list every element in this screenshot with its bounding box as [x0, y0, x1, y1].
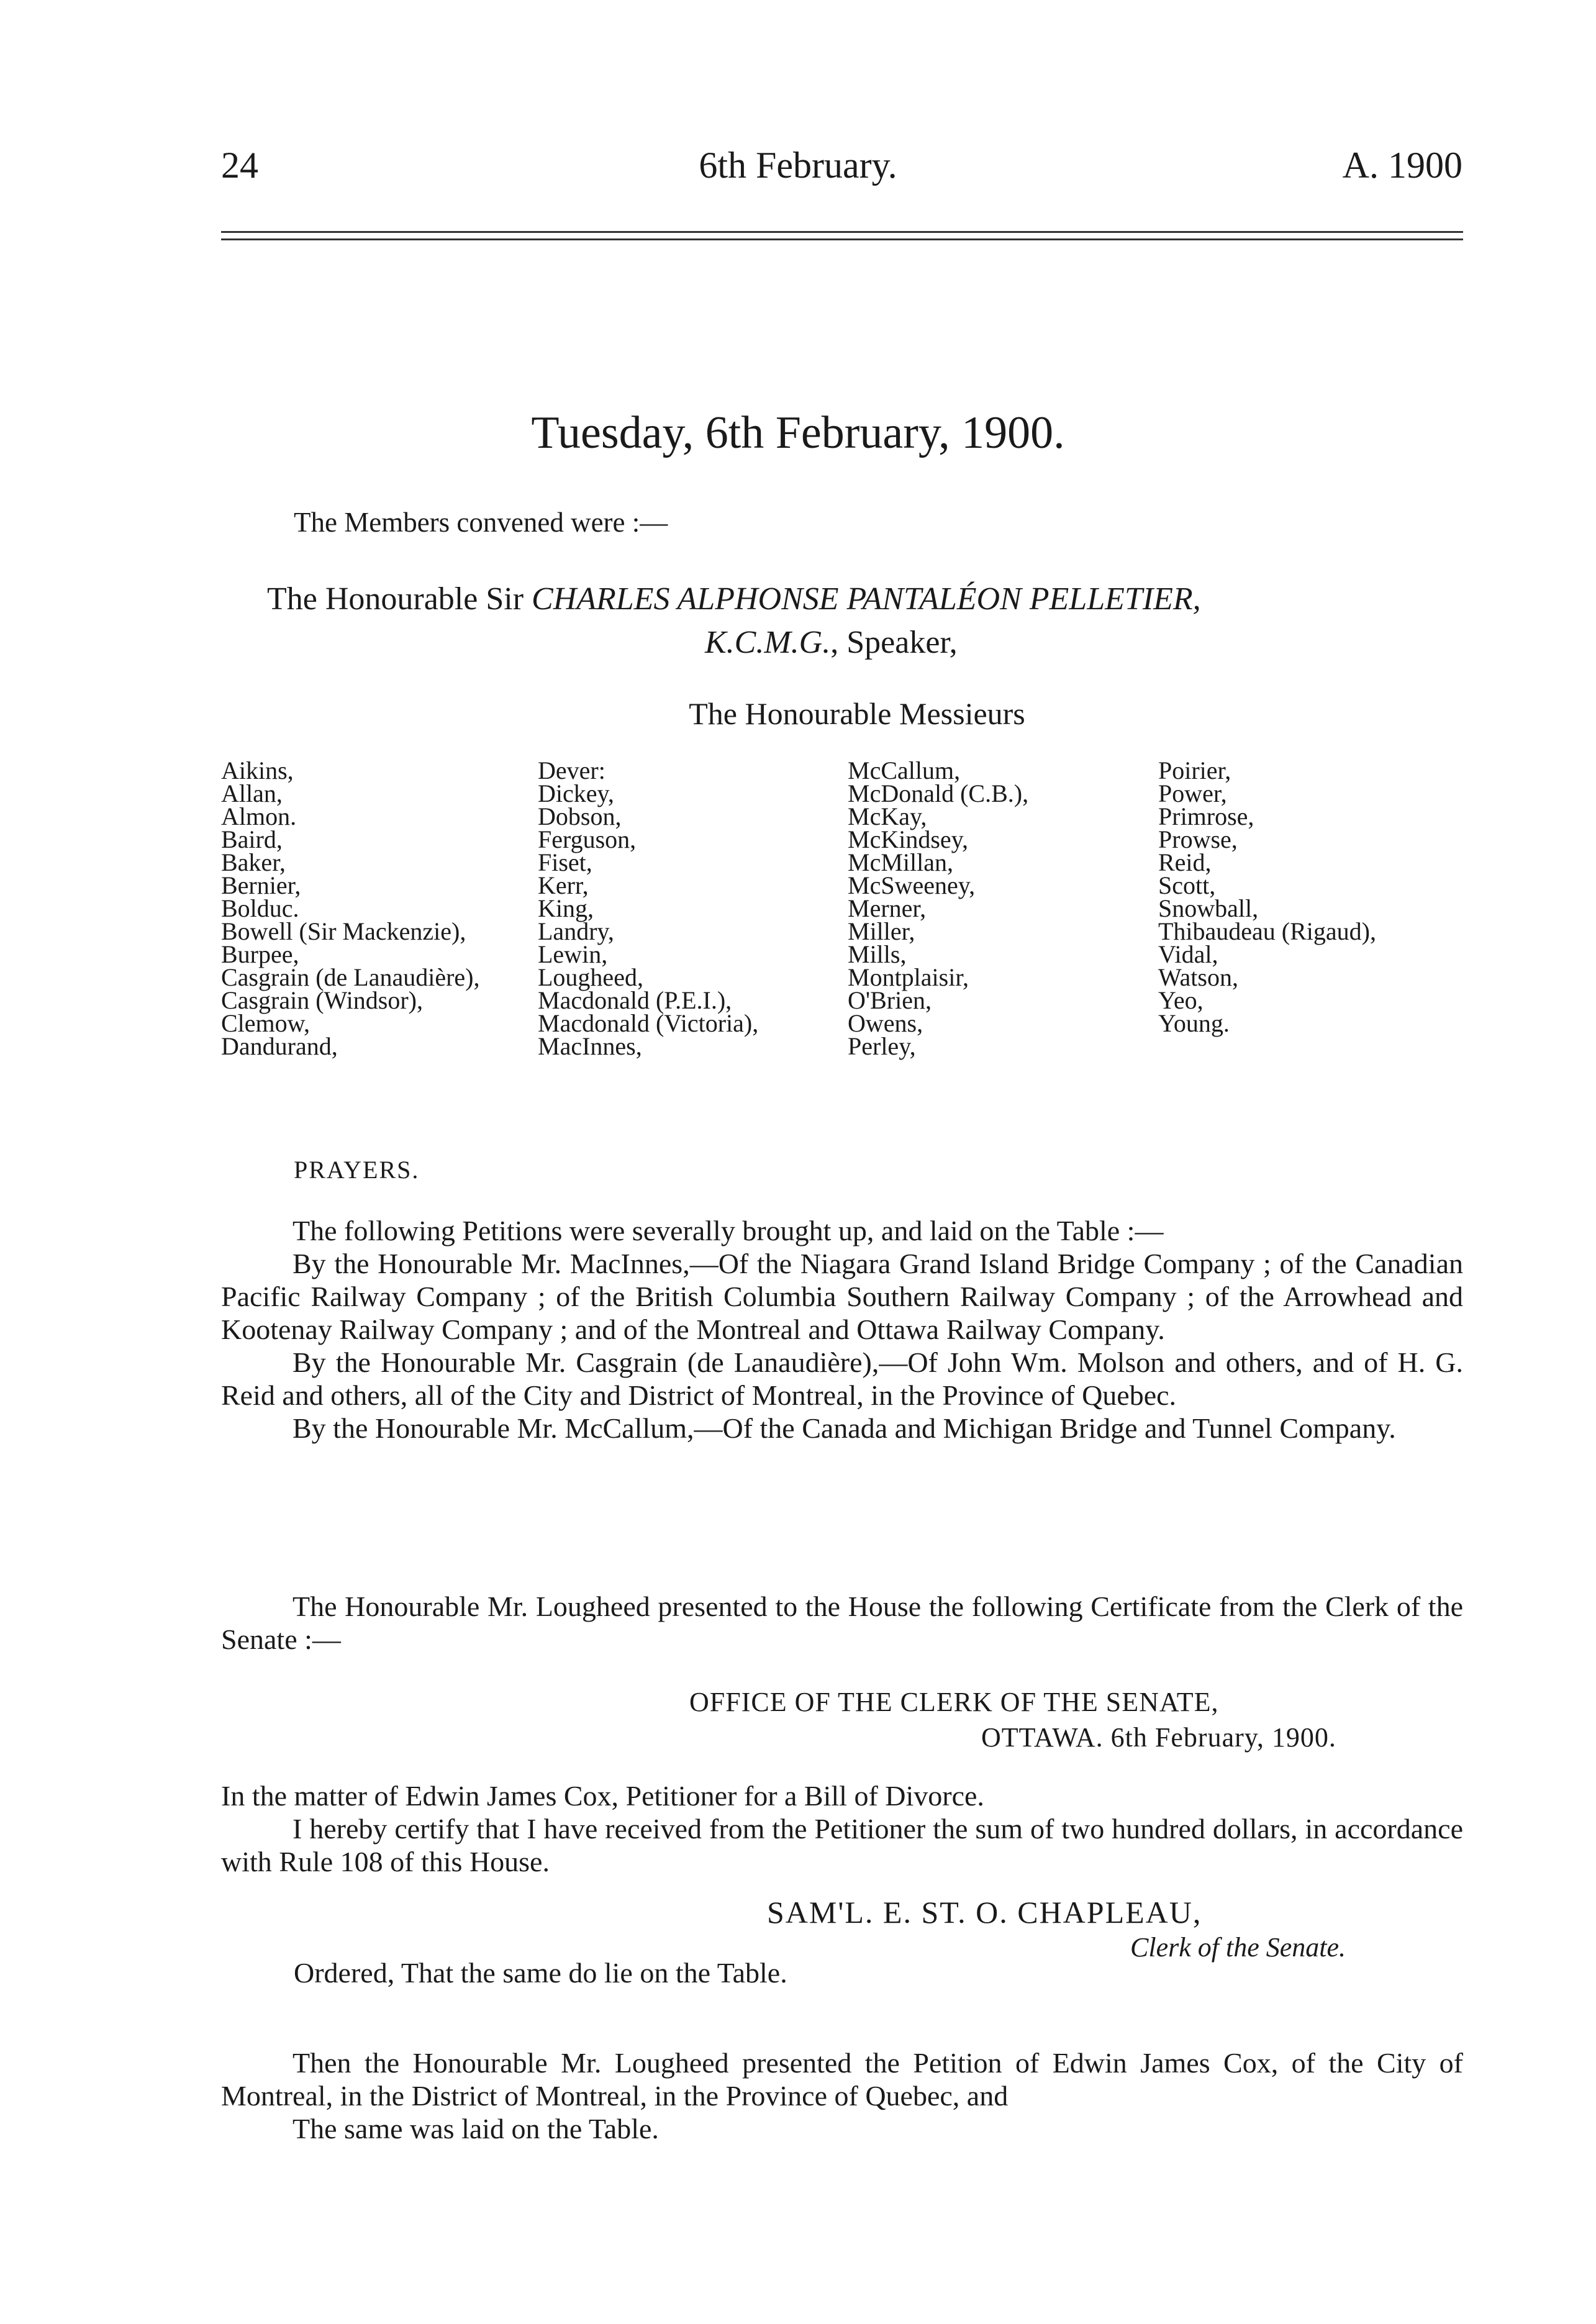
speaker-name: CHARLES ALPHONSE PANTALÉON PELLETIER,: [532, 581, 1201, 617]
member-name: McMillan,: [848, 848, 953, 876]
member-name: Miller,: [848, 917, 915, 945]
office-heading: OFFICE OF THE CLERK OF THE SENATE,: [689, 1687, 1219, 1717]
member-name: Reid,: [1158, 848, 1212, 876]
member-name: Owens,: [848, 1009, 923, 1037]
members-column-1: [221, 756, 480, 1060]
member-name: Allan,: [221, 779, 283, 807]
certificate-presentation: [221, 1590, 1463, 1656]
member-name: Primrose,: [1158, 802, 1254, 830]
member-name: Lewin,: [538, 940, 608, 968]
member-name: Poirier,: [1158, 756, 1231, 784]
petitions-section: [221, 1214, 1463, 1445]
member-name: Aikins,: [221, 756, 294, 784]
member-name: McKindsey,: [848, 825, 969, 853]
member-name: Power,: [1158, 779, 1227, 807]
member-name: Mills,: [848, 940, 907, 968]
member-name: Kerr,: [538, 871, 589, 899]
member-name: Scott,: [1158, 871, 1216, 899]
header-rule-bottom: [221, 238, 1463, 240]
member-name: Clemow,: [221, 1009, 310, 1037]
page-number: 24: [221, 145, 258, 186]
speaker-honours: K.C.M.G.: [705, 625, 831, 660]
office-place-date: OTTAWA. 6th February, 1900.: [981, 1722, 1336, 1753]
member-name: Burpee,: [221, 940, 299, 968]
petition-macinnes: By the Honourable Mr. MacInnes,—Of the Niagara Grand Island Bridge Company ; of the Canadian Pacific Railway Company ; of the British Columbia Southern Railway Company ; of the Arrowhead and Kootenay Railway Company ; and of the Montreal and Ottawa Railway Company.: [221, 1248, 1463, 1345]
member-name: McCallum,: [848, 756, 961, 784]
header-rule-top: [221, 231, 1463, 233]
member-name: Dever:: [538, 756, 605, 784]
speaker-line: [267, 581, 1201, 617]
running-header-year: A. 1900: [1342, 145, 1462, 186]
member-name: Prowse,: [1158, 825, 1238, 853]
member-name: Vidal,: [1158, 940, 1218, 968]
member-name: MacInnes,: [538, 1032, 642, 1060]
member-name: Fiset,: [538, 848, 592, 876]
member-name: Dandurand,: [221, 1032, 338, 1060]
running-header-date: 6th February.: [699, 145, 897, 186]
ordered-text: Ordered, That the same do lie on the Table.: [294, 1957, 787, 1989]
certificate-presentation-text: The Honourable Mr. Lougheed presented to the House the following Certificate from the Clerk of the Senate :—: [221, 1591, 1463, 1655]
member-name: Almon.: [221, 802, 297, 830]
matter-line: In the matter of Edwin James Cox, Petitioner for a Bill of Divorce.: [221, 1780, 984, 1812]
members-column-3: [848, 756, 1029, 1060]
member-name: Macdonald (Victoria),: [538, 1009, 759, 1037]
member-name: Bernier,: [221, 871, 301, 899]
certify-text: I hereby certify that I have received from the Petitioner the sum of two hundred dollars, in accordance with Rule 108 of this House.: [221, 1813, 1463, 1877]
member-name: King,: [538, 894, 594, 922]
petition-presentation: [221, 2046, 1463, 2145]
members-column-2: [538, 756, 759, 1060]
member-name: Thibaudeau (Rigaud),: [1158, 917, 1376, 945]
member-name: Merner,: [848, 894, 927, 922]
member-name: Baker,: [221, 848, 286, 876]
prayers-heading: PRAYERS.: [294, 1156, 420, 1184]
member-name: O'Brien,: [848, 986, 932, 1014]
certificate-body: [221, 1779, 1463, 1878]
member-name: Macdonald (P.E.I.),: [538, 986, 732, 1014]
member-name: Dobson,: [538, 802, 622, 830]
member-name: Landry,: [538, 917, 614, 945]
member-name: Bolduc.: [221, 894, 299, 922]
speaker-prefix: The Honourable Sir: [267, 581, 532, 617]
clerk-signature: SAM'L. E. ST. O. CHAPLEAU,: [767, 1895, 1202, 1930]
member-name: Ferguson,: [538, 825, 637, 853]
speaker-line-2: [705, 624, 958, 661]
then-presented-text: Then the Honourable Mr. Lougheed presented the Petition of Edwin James Cox, of the City of Montreal, in the District of Montreal, in the Province of Quebec, and: [221, 2047, 1463, 2112]
member-name: Montplaisir,: [848, 963, 969, 991]
members-convened-intro: The Members convened were :—: [294, 507, 668, 538]
member-name: Snowball,: [1158, 894, 1259, 922]
member-name: McKay,: [848, 802, 927, 830]
member-name: Watson,: [1158, 963, 1238, 991]
member-name: McDonald (C.B.),: [848, 779, 1029, 807]
member-name: Dickey,: [538, 779, 614, 807]
petitions-intro: The following Petitions were severally brought up, and laid on the Table :—: [292, 1215, 1164, 1246]
sitting-date-title: Tuesday, 6th February, 1900.: [531, 407, 1065, 458]
member-name: Young.: [1158, 1009, 1230, 1037]
petition-casgrain: By the Honourable Mr. Casgrain (de Lanaudière),—Of John Wm. Molson and others, and of H. G. Reid and others, all of the City and District of Montreal, in the Province of Quebec.: [221, 1346, 1463, 1411]
petition-mccallum: By the Honourable Mr. McCallum,—Of the Canada and Michigan Bridge and Tunnel Company.: [292, 1412, 1396, 1444]
laid-on-table-text: The same was laid on the Table.: [292, 2113, 659, 2145]
member-name: Bowell (Sir Mackenzie),: [221, 917, 466, 945]
member-name: Baird,: [221, 825, 283, 853]
speaker-role: , Speaker,: [830, 625, 958, 660]
members-column-4: [1158, 756, 1376, 1037]
member-name: Casgrain (de Lanaudière),: [221, 963, 480, 991]
member-name: Yeo,: [1158, 986, 1204, 1014]
member-name: Lougheed,: [538, 963, 643, 991]
messieurs-heading: The Honourable Messieurs: [689, 696, 1025, 731]
member-name: Perley,: [848, 1032, 916, 1060]
member-name: Casgrain (Windsor),: [221, 986, 423, 1014]
clerk-title: Clerk of the Senate.: [1130, 1932, 1346, 1963]
member-name: McSweeney,: [848, 871, 976, 899]
